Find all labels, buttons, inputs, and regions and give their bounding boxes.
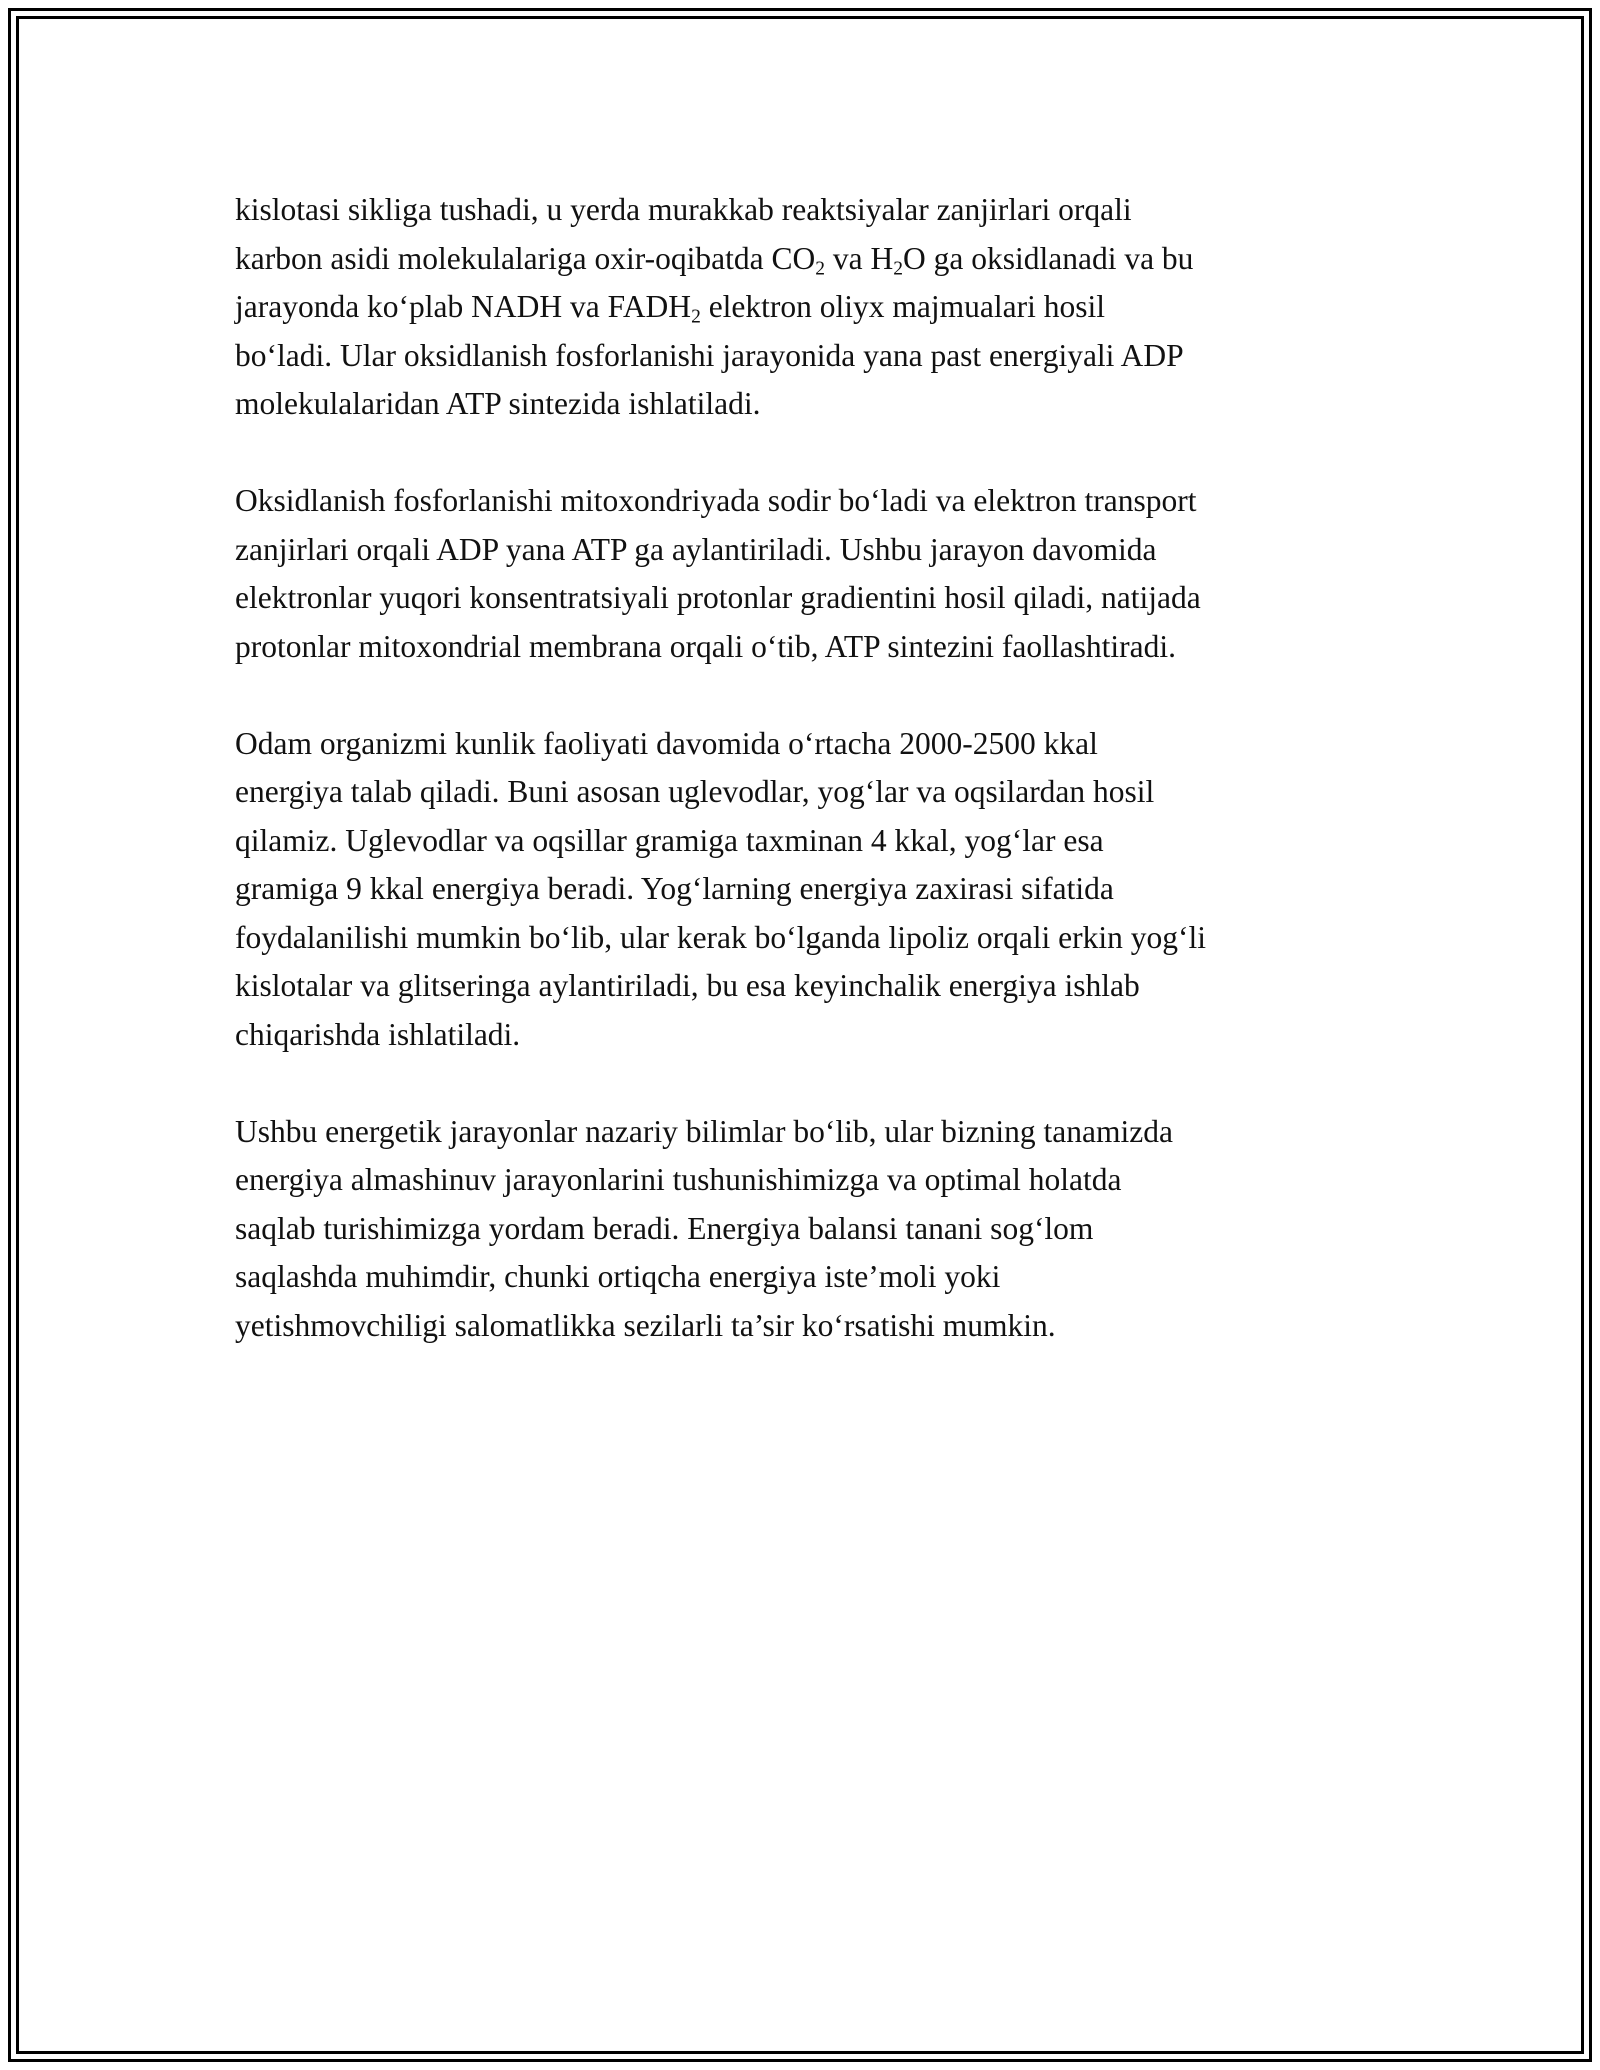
- paragraph-line: kislotasi sikliga tushadi, u yerda murakkab reaktsiyalar zanjirlari orqali: [235, 192, 1132, 227]
- paragraph-line: yetishmovchiligi salomatlikka sezilarli ta’sir ko‘rsatishi mumkin.: [235, 1307, 1056, 1343]
- paragraph-line: saqlab turishimizga yordam beradi. Energiya balansi tanani sog‘lom: [235, 1210, 1094, 1246]
- paragraph-line: zanjirlari orqali ADP yana ATP ga aylantiriladi. Ushbu jarayon davomida: [235, 531, 1157, 567]
- paragraph-4: [235, 1108, 1375, 1351]
- paragraph-line: jarayonda ko‘plab NADH va $FADH_2$ elektron oliyx majmualari hosil: [235, 289, 1105, 328]
- subscript: 2: [893, 257, 903, 279]
- paragraph-line: energiya almashinuv jarayonlarini tushunishimizga va optimal holatda: [235, 1162, 1122, 1197]
- subscript: 2: [815, 257, 825, 279]
- paragraph-line: elektronlar yuqori konsentratsiyali protonlar gradientini hosil qiladi, natijada: [235, 580, 1201, 615]
- paragraph-line: bo‘ladi. Ular oksidlanish fosforlanishi jarayonida yana past energiyali ADP: [235, 337, 1184, 373]
- paragraph-line: energiya talab qiladi. Buni asosan uglevodlar, yog‘lar va oqsilardan hosil: [235, 774, 1155, 809]
- paragraph-line: qilamiz. Uglevodlar va oqsillar gramiga taxminan 4 kkal, yog‘lar esa: [235, 822, 1104, 858]
- document-body: [235, 186, 1375, 1399]
- paragraph-line: gramiga 9 kkal energiya beradi. Yog‘larning energiya zaxirasi sifatida: [235, 871, 1114, 906]
- paragraph-1: [235, 186, 1375, 429]
- paragraph-3: [235, 720, 1375, 1060]
- paragraph-line: protonlar mitoxondrial membrana orqali o‘tib, ATP sintezini faollashtiradi.: [235, 628, 1177, 664]
- paragraph-line: chiqarishda ishlatiladi.: [235, 1016, 521, 1052]
- paragraph-line: karbon asidi molekulalariga oxir-oqibatda $CO_2$ va $H_2O$ ga oksidlanadi va bu: [235, 240, 1194, 279]
- paragraph-line: molekulalaridan ATP sintezida ishlatiladi.: [235, 386, 761, 421]
- paragraph-line: foydalanilishi mumkin bo‘lib, ular kerak bo‘lganda lipoliz orqali erkin yog‘li: [235, 919, 1207, 955]
- paragraph-line: Odam organizmi kunlik faoliyati davomida o‘rtacha 2000-2500 kkal: [235, 725, 1098, 761]
- paragraph-2: [235, 477, 1375, 671]
- paragraph-line: Ushbu energetik jarayonlar nazariy bilimlar bo‘lib, ular bizning tanamizda: [235, 1113, 1173, 1149]
- paragraph-line: Oksidlanish fosforlanishi mitoxondriyada sodir bo‘ladi va elektron transport: [235, 483, 1197, 518]
- paragraph-line: kislotalar va glitseringa aylantiriladi, bu esa keyinchalik energiya ishlab: [235, 968, 1140, 1003]
- paragraph-line: saqlashda muhimdir, chunki ortiqcha energiya iste’moli yoki: [235, 1259, 1001, 1294]
- subscript: 2: [691, 306, 701, 328]
